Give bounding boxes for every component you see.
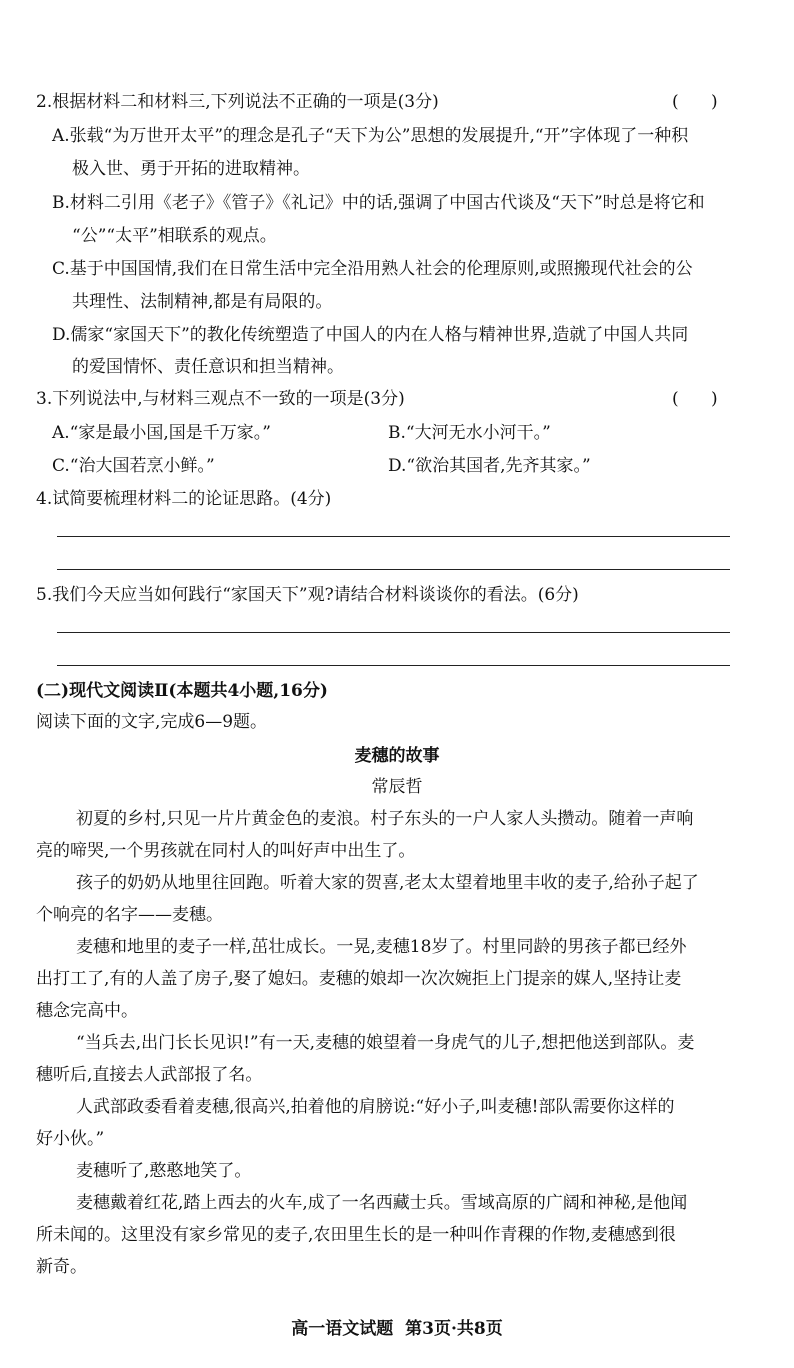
- q2-option-d-line1: D.儒家“家国天下”的教化传统塑造了中国人的内在人格与精神世界,造就了中国人共同: [52, 325, 689, 345]
- q3-option-a: A.“家是最小国,国是千万家。”: [52, 423, 271, 443]
- story-line: 穗念完高中。: [36, 1001, 138, 1021]
- q4-answer-line-2[interactable]: [57, 569, 730, 570]
- q2-option-c-line1: C.基于中国国情,我们在日常生活中完全沿用熟人社会的伦理原则,或照搬现代社会的公: [52, 259, 693, 279]
- story-line: 个响亮的名字——麦穗。: [36, 905, 223, 925]
- q2-option-a-line2: 极入世、勇于开拓的进取精神。: [72, 159, 310, 179]
- story-line: 新奇。: [36, 1257, 87, 1277]
- section-instruction: 阅读下面的文字,完成6—9题。: [36, 712, 268, 732]
- q3-option-d: D.“欲治其国者,先齐其家。”: [388, 456, 591, 476]
- story-line: “当兵去,出门长长见识!”有一天,麦穗的娘望着一身虎气的儿子,想把他送到部队。麦: [76, 1033, 695, 1053]
- section-heading: (二)现代文阅读Ⅱ(本题共4小题,16分): [36, 681, 328, 701]
- q2-option-b-line1: B.材料二引用《老子》《管子》《礼记》中的话,强调了中国古代谈及“天下”时总是将它和: [52, 193, 705, 213]
- story-line: 穗听后,直接去人武部报了名。: [36, 1065, 263, 1085]
- q2-option-c-line2: 共理性、法制精神,都是有局限的。: [72, 292, 333, 312]
- story-line: 所未闻的。这里没有家乡常见的麦子,农田里生长的是一种叫作青稞的作物,麦穗感到很: [36, 1225, 676, 1245]
- story-author: 常辰哲: [371, 777, 423, 797]
- story-line: 麦穗和地里的麦子一样,茁壮成长。一晃,麦穗18岁了。村里同龄的男孩子都已经外: [76, 937, 687, 957]
- story-line: 好小伙。”: [36, 1129, 105, 1149]
- q2-option-a-line1: A.张载“为万世开太平”的理念是孔子“天下为公”思想的发展提升,“开”字体现了一种积: [52, 126, 689, 146]
- story-line: 人武部政委看着麦穗,很高兴,拍着他的肩膀说:“好小子,叫麦穗!部队需要你这样的: [76, 1097, 675, 1117]
- q2-answer-paren: ( ): [672, 92, 718, 112]
- q3-option-c: C.“治大国若烹小鲜。”: [52, 456, 215, 476]
- story-line: 麦穗听了,憨憨地笑了。: [76, 1161, 252, 1181]
- q4-stem: 4.试简要梳理材料二的论证思路。(4分): [36, 489, 332, 509]
- q5-answer-line-2[interactable]: [57, 665, 730, 666]
- page-footer: 高一语文试题 第3页·共8页: [291, 1319, 503, 1339]
- q4-answer-line-1[interactable]: [57, 536, 730, 537]
- story-line: 孩子的奶奶从地里往回跑。听着大家的贺喜,老太太望着地里丰收的麦子,给孙子起了: [76, 873, 699, 893]
- q5-answer-line-1[interactable]: [57, 632, 730, 633]
- story-line: 初夏的乡村,只见一片片黄金色的麦浪。村子东头的一户人家人头攒动。随着一声响: [76, 809, 694, 829]
- q3-answer-paren: ( ): [672, 389, 718, 409]
- story-line: 出打工了,有的人盖了房子,娶了媳妇。麦穗的娘却一次次婉拒上门提亲的媒人,坚持让麦: [36, 969, 682, 989]
- q2-stem: 2.根据材料二和材料三,下列说法不正确的一项是(3分): [36, 92, 439, 112]
- q2-option-b-line2: “公”“太平”相联系的观点。: [72, 226, 277, 246]
- story-title: 麦穗的故事: [354, 746, 440, 766]
- q3-option-b: B.“大河无水小河干。”: [388, 423, 551, 443]
- story-line: 麦穗戴着红花,踏上西去的火车,成了一名西藏士兵。雪域高原的广阔和神秘,是他闻: [76, 1193, 688, 1213]
- q2-option-d-line2: 的爱国情怀、责任意识和担当精神。: [72, 357, 344, 377]
- q5-stem: 5.我们今天应当如何践行“家国天下”观?请结合材料谈谈你的看法。(6分): [36, 585, 579, 605]
- q3-stem: 3.下列说法中,与材料三观点不一致的一项是(3分): [36, 389, 405, 409]
- story-line: 亮的啼哭,一个男孩就在同村人的叫好声中出生了。: [36, 841, 416, 861]
